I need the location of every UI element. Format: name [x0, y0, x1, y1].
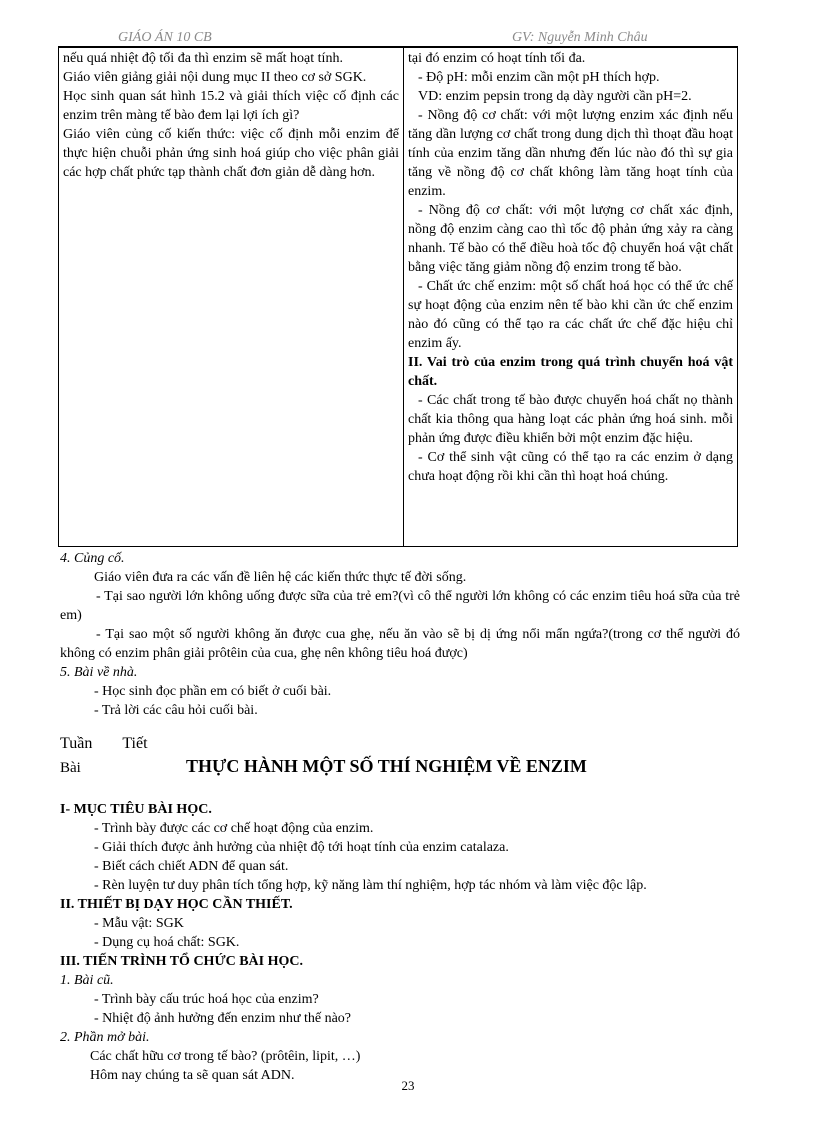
table-right-para: - Nồng độ cơ chất: với một lượng cơ chất xác định, nồng độ enzim càng cao thì tốc độ phản ứng xảy ra càng nhanh. Tế bào có thể điều hoà tốc độ chuyển hoá vật chất bằng việc tăng giảm nồng độ enzim trong tế bào. [408, 203, 733, 275]
equipment-heading: II. THIẾT BỊ DẠY HỌC CẦN THIẾT. [60, 897, 293, 912]
equipment-item: - Mẫu vật: SGK [94, 916, 184, 931]
intro-heading: 2. Phần mở bài. [60, 1030, 150, 1045]
lesson-plan-sections [60, 800, 750, 1085]
old-lesson-item: - Nhiệt độ ảnh hưởng đến enzim như thế nào? [94, 1011, 352, 1026]
cungco-line: - Tại sao một số người không ăn được cua ghẹ, nếu ăn vào sẽ bị dị ứng nổi mẩn ngứa?(trong cơ thể người đó không có enzim phân giải prôtêin của cua, ghẹ nên không tiêu hoá được) [60, 627, 740, 661]
lesson-title: THỰC HÀNH MỘT SỐ THÍ NGHIỆM VỀ ENZIM [186, 756, 587, 776]
objective-item: - Trình bày được các cơ chế hoạt động của enzim. [94, 821, 374, 836]
content-column [404, 48, 738, 547]
table-right-para: - Chất ức chế enzim: một số chất hoá học có thể ức chế sự hoạt động của enzim nên tế bào khi cần ức chế enzim nào đó cũng có thể tạo ra các chất ức chế đặc hiệu chỉ enzim ấy. [408, 279, 733, 351]
intro-item: Các chất hữu cơ trong tế bào? (prôtêin, lipit, …) [90, 1049, 361, 1064]
consolidation-section [60, 549, 740, 720]
objectives-heading: I- MỤC TIÊU BÀI HỌC. [60, 802, 212, 817]
old-lesson-heading: 1. Bài cũ. [60, 973, 114, 988]
cungco-heading: 4. Củng cố. [60, 551, 125, 566]
bai-label: Bài [60, 760, 81, 776]
tiet-label: Tiết [122, 735, 148, 752]
procedure-heading: III. TIẾN TRÌNH TỔ CHỨC BÀI HỌC. [60, 954, 303, 969]
intro-item: Hôm nay chúng ta sẽ quan sát ADN. [90, 1068, 295, 1083]
objective-item: - Rèn luyện tư duy phân tích tổng hợp, kỹ năng làm thí nghiệm, hợp tác nhóm và làm việc độc lập. [94, 878, 647, 893]
table-right-para: - Các chất trong tế bào được chuyển hoá chất nọ thành chất kia thông qua hàng loạt các phản ứng hoá sinh. mỗi phản ứng được điều khiển bởi một enzim đặc hiệu. [408, 393, 733, 446]
table-right-para: - Cơ thể sinh vật cũng có thể tạo ra các enzim ở dạng chưa hoạt động rồi khi cần thì hoạt hoá chúng. [408, 450, 733, 484]
lesson-table [58, 47, 738, 547]
teacher-column [59, 48, 404, 547]
table-right-para: - Nồng độ cơ chất: với một lượng enzim xác định nếu tăng dần lượng cơ chất trong dung dịch thì thoạt đầu hoạt tính của enzim tăng dần nhưng đến lúc nào đó thì sự gia tăng về nồng độ cơ chất không làm tăng hoạt tính của enzim. [408, 108, 733, 199]
header-left: GIÁO ÁN 10 CB [118, 30, 212, 45]
table-right-para: VD: enzim pepsin trong dạ dày người cần pH=2. [418, 89, 692, 104]
equipment-item: - Dụng cụ hoá chất: SGK. [94, 935, 240, 950]
table-right-heading: II. Vai trò của enzim trong quá trình chuyển hoá vật chất. [408, 355, 733, 389]
week-period-line [60, 735, 148, 753]
homework-heading: 5. Bài về nhà. [60, 665, 138, 680]
homework-line: - Trả lời các câu hỏi cuối bài. [94, 703, 258, 718]
objective-item: - Biết cách chiết ADN để quan sát. [94, 859, 289, 874]
cungco-line: Giáo viên đưa ra các vấn đề liên hệ các kiến thức thực tế đời sống. [94, 570, 467, 585]
table-left-para: Học sinh quan sát hình 15.2 và giải thích việc cố định các enzim trên màng tế bào đem lại lợi ích gì? [63, 89, 399, 123]
table-left-para: Giáo viên giảng giải nội dung mục II theo cơ sở SGK. [63, 70, 367, 85]
table-right-para: tại đó enzim có hoạt tính tối đa. [408, 51, 586, 66]
table-right-para: - Độ pH: mỗi enzim cần một pH thích hợp. [418, 70, 660, 85]
header-right: GV: Nguyễn Minh Châu [512, 30, 648, 45]
cungco-line: - Tại sao người lớn không uống được sữa của trẻ em?(vì cô thể người lớn không có các enzim tiêu hoá sữa của trẻ em) [60, 589, 740, 623]
table-left-para: nếu quá nhiệt độ tối đa thì enzim sẽ mất hoạt tính. [63, 51, 343, 66]
homework-line: - Học sinh đọc phần em có biết ở cuối bài. [94, 684, 332, 699]
table-left-para: Giáo viên củng cố kiến thức: việc cố định mỗi enzim để thực hiện chuỗi phản ứng sinh hoá giúp cho việc phân giải các hợp chất phức tạp thành chất đơn giản dễ dàng hơn. [63, 127, 399, 180]
old-lesson-item: - Trình bày cấu trúc hoá học của enzim? [94, 992, 319, 1007]
tuan-label: Tuần [60, 735, 93, 752]
objective-item: - Giải thích được ảnh hưởng của nhiệt độ tới hoạt tính của enzim catalaza. [94, 840, 509, 855]
page-number: 23 [401, 1078, 415, 1093]
